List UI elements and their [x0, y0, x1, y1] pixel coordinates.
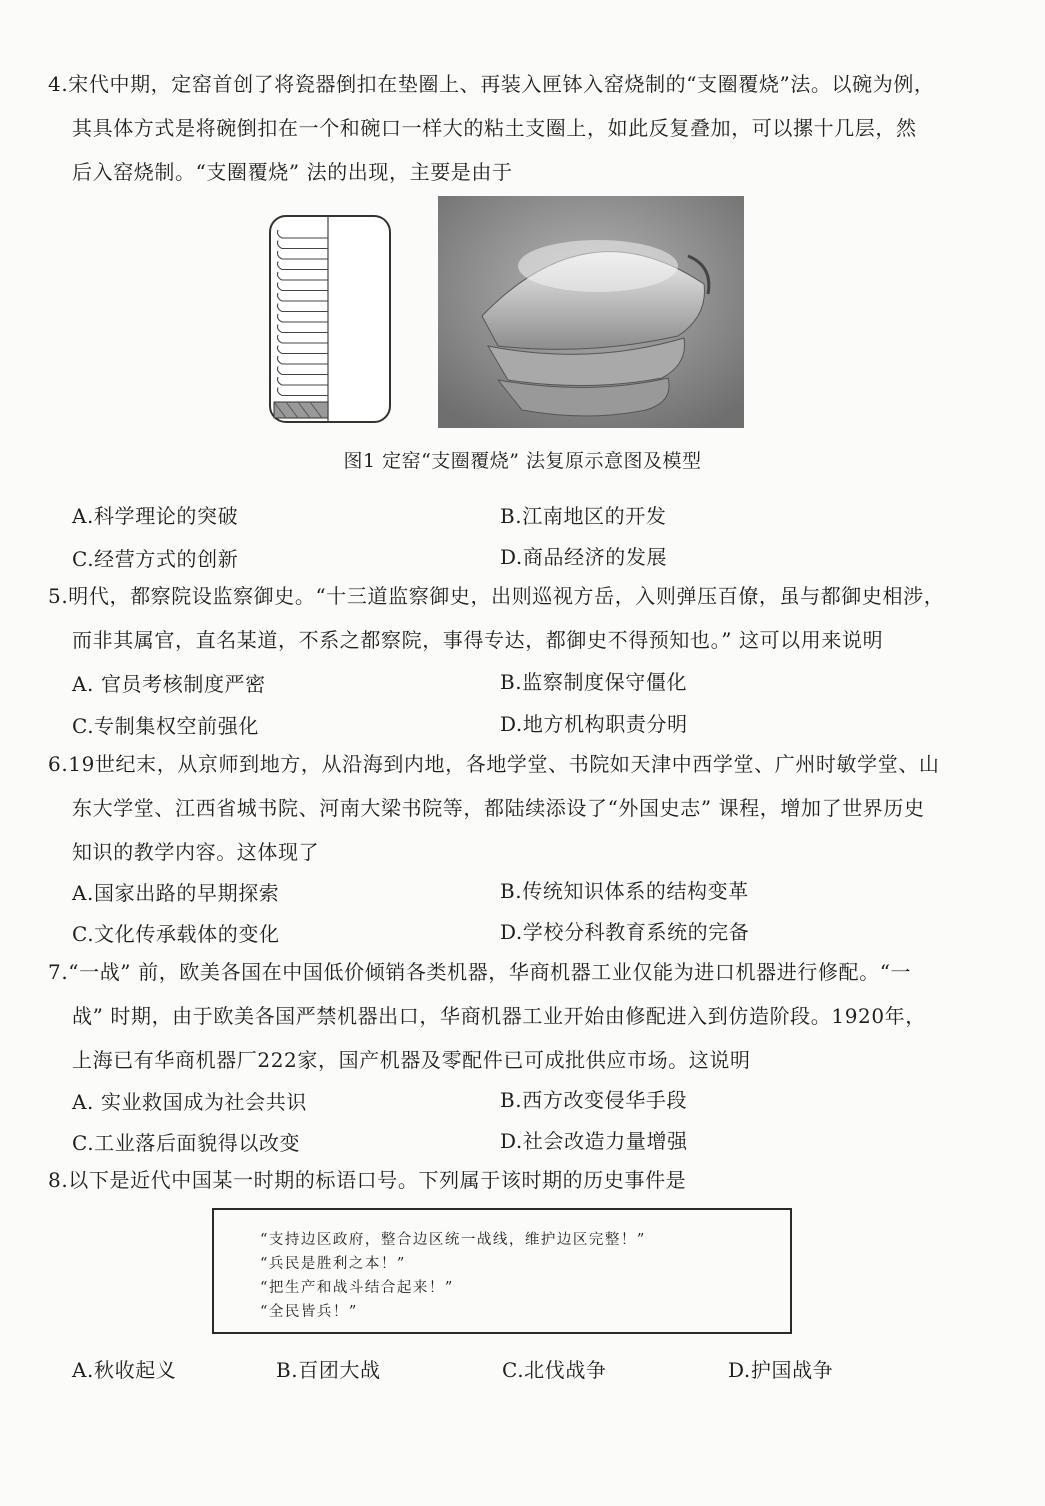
question-7-line-3: 上海已有华商机器厂222家，国产机器及零配件已可成批供应市场。这说明: [72, 1048, 751, 1072]
q6-option-d[interactable]: D.学校分科教育系统的完备: [500, 920, 750, 944]
question-5-line-1: 5.明代，都察院设监察御史。“十三道监察御史，出则巡视方岳，入则弹压百僚，虽与都御史相涉，: [48, 584, 945, 608]
question-8-line-1: 8.以下是近代中国某一时期的标语口号。下列属于该时期的历史事件是: [48, 1168, 687, 1192]
question-4: [48, 62, 958, 194]
figure-1-caption: 图1 定窑“支圈覆烧” 法复原示意图及模型: [343, 450, 702, 472]
q8-option-d[interactable]: D.护国战争: [728, 1358, 834, 1382]
slogan-4: “全民皆兵！”: [260, 1304, 358, 1320]
question-6-line-1: 6.19世纪末，从京师到地方，从沿海到内地，各地学堂、书院如天津中西学堂、广州时敏学堂、山: [48, 752, 940, 776]
question-7-line-2: 战” 时期，由于欧美各国严禁机器出口，华商机器工业开始由修配进入到仿造阶段。1920年，: [72, 1004, 926, 1028]
q7-option-b[interactable]: B.西方改变侵华手段: [500, 1088, 688, 1112]
question-5: [48, 574, 958, 662]
q8-option-c[interactable]: C.北伐战争: [502, 1358, 607, 1382]
question-6: [48, 742, 958, 874]
q4-option-a[interactable]: A.科学理论的突破: [72, 504, 239, 528]
q4-option-c[interactable]: C.经营方式的创新: [72, 547, 239, 571]
saggar-model-photo: [438, 196, 744, 428]
question-4-line-2: 其具体方式是将碗倒扣在一个和碗口一样大的粘土支圈上，如此反复叠加，可以摞十几层，然: [72, 116, 917, 140]
slogan-2: “兵民是胜利之本！”: [260, 1256, 406, 1272]
question-7: [48, 950, 958, 1082]
q4-option-d[interactable]: D.商品经济的发展: [500, 545, 668, 569]
slogan-3: “把生产和战斗结合起来！”: [260, 1280, 454, 1296]
slogan-box: [212, 1208, 792, 1334]
q5-option-b[interactable]: B.监察制度保守僵化: [500, 670, 688, 694]
question-5-line-2: 而非其属官，直名某道，不系之都察院，事得专达，都御史不得预知也。” 这可以用来说明: [72, 628, 884, 652]
q8-option-a[interactable]: A.秋收起义: [72, 1358, 177, 1382]
q4-option-b[interactable]: B.江南地区的开发: [500, 504, 667, 528]
question-8: [48, 1158, 958, 1202]
question-7-line-1: 7.“一战” 前，欧美各国在中国低价倾销各类机器，华商机器工业仅能为进口机器进行修配。“一: [48, 960, 912, 984]
q8-option-b[interactable]: B.百团大战: [276, 1358, 381, 1382]
question-6-line-3: 知识的教学内容。这体现了: [72, 840, 320, 864]
q5-option-a[interactable]: A. 官员考核制度严密: [72, 672, 266, 696]
saggar-diagram-figure: [266, 212, 394, 426]
q7-option-c[interactable]: C.工业落后面貌得以改变: [72, 1131, 301, 1155]
q7-option-d[interactable]: D.社会改造力量增强: [500, 1129, 688, 1153]
q7-option-a[interactable]: A. 实业救国成为社会共识: [72, 1090, 307, 1114]
question-6-line-2: 东大学堂、江西省城书院、河南大梁书院等，都陆续添设了“外国史志” 课程，增加了世界历史: [72, 796, 925, 820]
q5-option-c[interactable]: C.专制集权空前强化: [72, 714, 259, 738]
question-4-line-3: 后入窑烧制。“支圈覆烧” 法的出现，主要是由于: [72, 160, 513, 184]
question-4-line-1: 4.宋代中期，定窑首创了将瓷器倒扣在垫圈上、再装入匣钵入窑烧制的“支圈覆烧”法。以碗为例，: [48, 72, 935, 96]
q6-option-c[interactable]: C.文化传承载体的变化: [72, 922, 280, 946]
q6-option-b[interactable]: B.传统知识体系的结构变革: [500, 879, 749, 903]
q6-option-a[interactable]: A.国家出路的早期探索: [72, 881, 280, 905]
q5-option-d[interactable]: D.地方机构职责分明: [500, 712, 688, 736]
slogan-1: “支持边区政府，整合边区统一战线，维护边区完整！”: [260, 1232, 646, 1248]
